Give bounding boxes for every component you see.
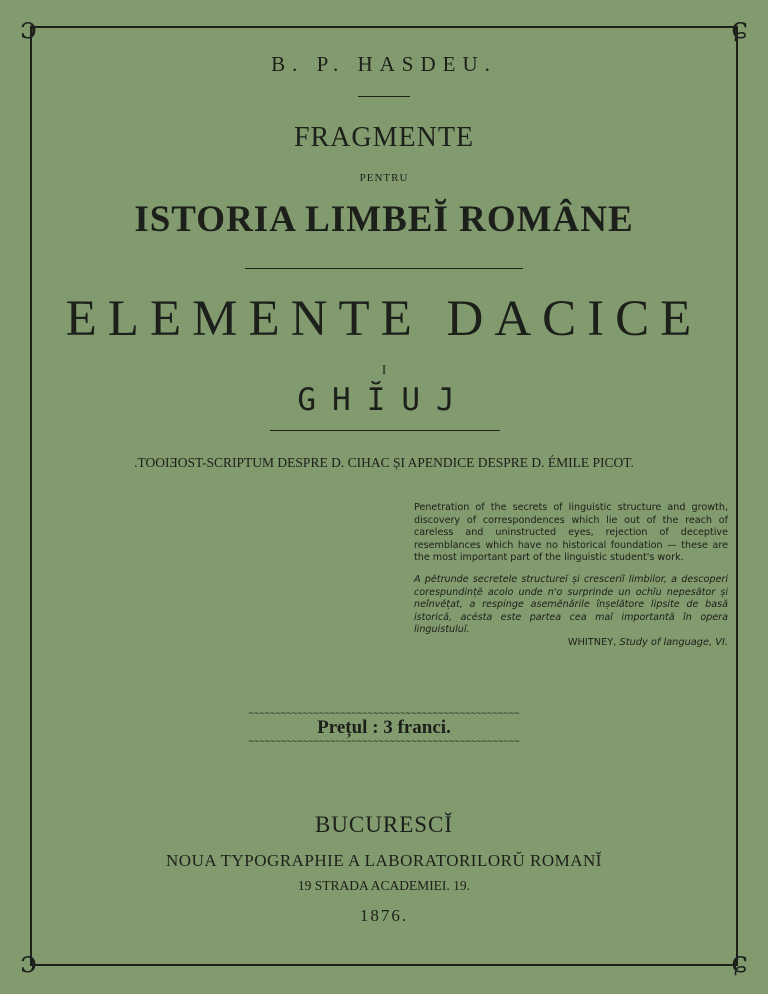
imprint-city: BUCURESCĬ (314, 812, 454, 837)
imprint-year: 1876. (359, 906, 409, 925)
price-block (0, 710, 768, 746)
corner-ornament-bottom-left: ɔ (20, 945, 37, 980)
divider-medium (245, 268, 523, 269)
epigraph-english: Penetration of the secrets of linguistic structure and growth, discovery of correspondences which lie out of the reach of careless and uninstructed eyes, rejection of deceptive resemblances which have no historical foundation — these are the most important part of the linguistic student's work. (414, 502, 728, 564)
title-istoria-limbei-romane: ISTORIA LIMBEĬ ROMÂNE (134, 199, 634, 240)
author-name: B. P. HASDEU. (271, 52, 497, 76)
imprint-street: 19 STRADA ACADEMIEI. 19. (297, 878, 471, 893)
price-label: Prețul : 3 franci. (317, 717, 451, 738)
price-ornament-bottom: ~~~~~~~~~~~~~~~~~~~~~~~~~~~~~~~~~~~~~~~~~~~~~~~~~~ (248, 737, 520, 747)
corner-ornament-bottom-right: ɕ (731, 945, 748, 980)
divider-lower (270, 430, 500, 431)
title-ghiuj: GHĬUJ (297, 382, 471, 418)
corner-ornament-top-right: ɕ (731, 11, 748, 46)
divider-short (358, 96, 410, 97)
epigraph-source (414, 637, 728, 648)
title-elemente-dacice: ELEMENTE DACICE (65, 291, 703, 347)
epigraph-source-work: Study of language, VI. (619, 637, 728, 648)
title-pentru: PENTRU (359, 172, 409, 184)
title-fragmente: FRAGMENTE (293, 122, 475, 153)
subtitle-post-scriptum: .TOOIƎOST-SCRIPTUM DESPRE D. CIHAC ȘI APENDICE DESPRE D. ÉMILE PICOT. (134, 455, 634, 470)
epigraph-source-author: WHITNEY, (567, 637, 617, 648)
price-ornament-top: ~~~~~~~~~~~~~~~~~~~~~~~~~~~~~~~~~~~~~~~~~~~~~~~~~~ (248, 709, 520, 719)
epigraph-romanian: A pĕtrunde secretele structureĭ și cresceriĭ limbilor, a descoperi corespundințĕ acolo unde n'o surprinde un ochĭu nepesător și neînvĕțat, a respinge asemĕnările înșelătore lipsite de basă istorică, acésta este partea cea maĭ importantă în opera linguistuluĭ. (414, 574, 728, 636)
title-conjunction: I (381, 362, 387, 377)
corner-ornament-top-left: ɔ (20, 11, 37, 46)
imprint-printer: NOUA TYPOGRAPHIE A LABORATORILORŬ ROMANĬ (166, 851, 602, 870)
